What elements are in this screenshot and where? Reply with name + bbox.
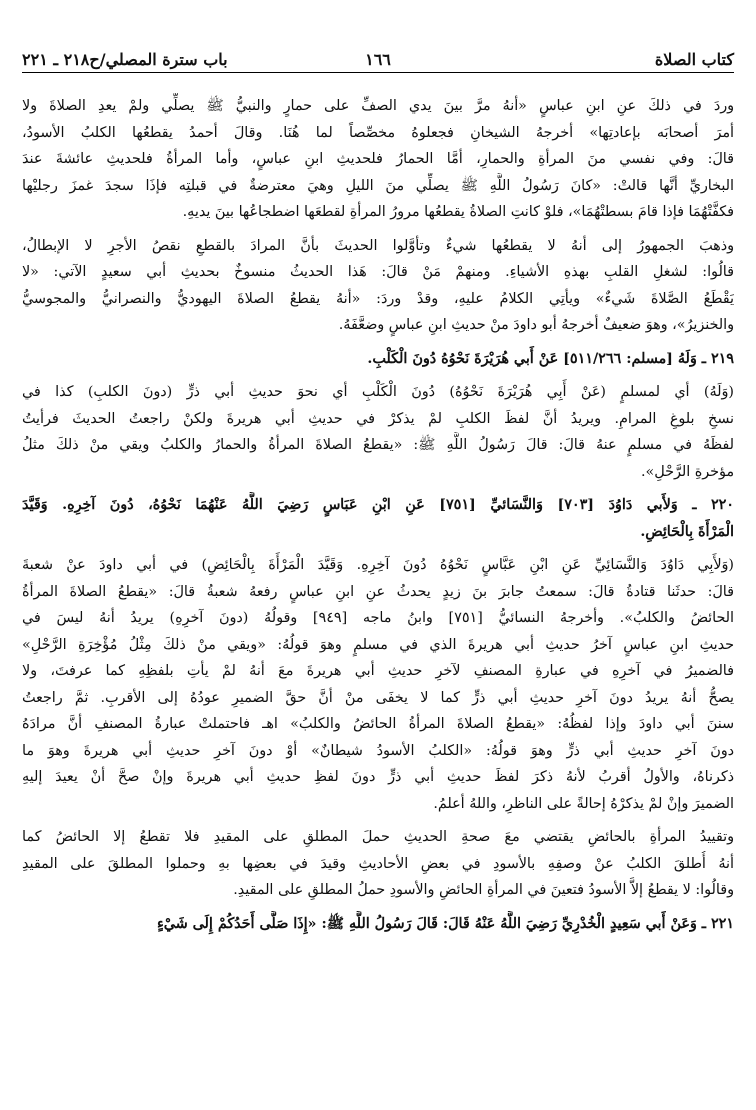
running-header <box>22 46 734 73</box>
text-line: (وَلَهُ) أي لمسلمٍ (عَنْ أَبِي هُرَيْرَةَ نَحْوُهُ) دُونَ الْكَلْبِ أي نحوَ حديثِ أبي ذرٍّ (دونَ الكلبِ) كذا في <box>22 384 734 400</box>
text-line: البخاريِّ أنَّها قالتْ: «كانَ رَسُولُ اللَّهِ ﷺ يصلِّي منَ الليلِ وهيَ معترضةٌ في قبلتِه فإذَا سجدَ غمزَ رجليْها <box>22 177 734 194</box>
text-line: وذهبَ الجمهورُ إلى أنهُ لا يقطعُها شيءٌ وتأوَّلوا الحديثَ بأنَّ المرادَ بالقطعِ نقصُ الأجرِ لا الإبطالُ، <box>22 237 734 254</box>
text-line: فالضميرُ في آخرِهِ في عبارةِ المصنفِ لآخرِ حديثِ أبي هريرةَ معَ أنهُ لمْ يأتِ بلفظِهِ كما عرفتَ، ولا <box>22 663 734 679</box>
commentary-paragraph <box>22 93 734 226</box>
text-line: أنهُ أُطلقَ الكلبُ عنْ وصفِهِ بالأسودِ في بعضِ الأحاديثِ وقيدَ في بعضِها بهِ وحملوا المطلقَ على المقيدِ <box>22 855 734 872</box>
text-line: (وَلأَبِي دَاوُدَ وَالنَّسَائِيِّ عَنِ ابْنِ عَبَّاسٍ نَحْوُهُ دُونَ آخِرِهِ. وَقَيَّدَ الْمَرْأَةَ بِالْحَائِضِ) في أبي داودَ عنْ شعبةَ <box>22 557 734 573</box>
commentary-paragraph <box>22 379 734 485</box>
text-line: والخنزيرُ»، وهوَ ضعيفٌ أخرجهُ أبو داودَ منْ حديثِ ابنِ عباسٍ وضعَّفَهُ. <box>338 317 734 333</box>
text-line: ٢٢٠ ـ وَلأَبي دَاوُدَ [٧٠٣] وَالنَّسَائيِّ [٧٥١] عَنِ ابْنِ عَبَاسٍ رَضِيَ اللَّهُ عَنْهُمَا نَحْوُهُ، دُونَ آخِرِهِ. وَقَيَّدَ <box>22 497 734 513</box>
text-line: الضميرَ وإنْ لمْ يذكرْهُ إحالةً على الناظرِ، واللهُ أعلمُ. <box>433 795 734 812</box>
text-line: أمرَ أصحابَه بإعادتِها» أخرجهُ الشيخانِ فجعلوهُ مخصِّصاً لما هُنَا. وقالَ أحمدُ يقطعُها الكلبُ الأسودُ، <box>22 124 734 141</box>
page-body <box>22 93 734 944</box>
text-line: وتقييدُ المرأةِ بالحائضِ يقتضي معَ صحةِ الحديثِ حملَ المطلقِ على المقيدِ فلا تقطعُ إلا الحائضُ كما <box>22 829 734 845</box>
commentary-paragraph <box>22 233 734 339</box>
text-line: قالُوا: لشغلِ القلبِ بهذهِ الأشياءِ. ومنهمْ مَنْ قالَ: هَذا الحديثُ منسوخٌ بحديثِ أبي سعيدٍ الآتي: «لا <box>22 264 734 280</box>
text-line: الْمَرْأَةَ بِالْحَائِضِ. <box>640 523 734 540</box>
text-line: ٢١٩ ـ وَلَهُ [مسلم: ٥١١/٢٦٦] عَنْ أَبي هُرَيْرَةَ نَحْوُهُ دُونَ الْكَلْبِ. <box>367 350 734 367</box>
commentary-paragraph <box>22 824 734 904</box>
text-line: قالَ: وفي نفسي منَ المرأةِ والحمارِ، أمَّا الحمارُ فلحديثِ ابنِ عباسٍ، وأما المرأةُ فلحديثِ عائشةَ عندَ <box>22 151 734 167</box>
text-line: الحائضُ والكلبُ». وأخرجهُ النسائيُّ [٧٥١] وابنُ ماجه [٩٤٩] وقولُهُ (دونَ آخرِهِ) يريدُ أنهُ ليسَ في <box>22 610 734 626</box>
text-line: سننَ أبي داودَ وإذا لفظُهُ: «يقطعُ الصلاةَ المرأةُ الحائضُ والكلبُ» اهـ فاحتملتْ عبارةُ المصنفِ أنَّ مرادَهُ <box>22 716 734 732</box>
text-line: مؤخرةِ الرَّحْلِ». <box>641 463 734 480</box>
text-line: وقالُوا: لا يقطعُ إلاَّ الأسودُ فتعينَ في المرأةِ الحائضِ والأسودِ حملُ المطلقِ على المقيدِ. <box>233 882 734 898</box>
text-line: ذكرناهُ، والأولُ أقربُ لأنهُ ذكرَ لفظَ حديثِ أبي ذرٍّ دونَ لفظِ حديثِ أبي هريرةَ وإنْ صحَّ أنْ يعيدَ إليهِ <box>22 769 734 785</box>
text-line: دونَ آخرِ حديثِ أبي ذرٍّ وهوَ قولُهُ: «الكلبُ الأسودُ شيطانٌ» أوْ دونَ آخرِ حديثِ أبي هريرةَ وهوَ ما <box>22 742 734 759</box>
text-line: فكفَّتْهُمَا فإذا قامَ بسطتْهُمَا»، فلوْ كانتِ الصلاةُ يقطعُها مرورُ المرأةِ لقطعَها اضطجاعُها بينَ يديهِ. <box>182 204 734 220</box>
text-line: لفظَهُ في مسلمٍ عنهُ قالَ: قالَ رَسُولُ اللَّهِ ﷺ: «يقطعُ الصلاةَ المرأةُ والحمارُ والكلبُ ويقي منْ ذلكَ مثلُ <box>22 437 734 453</box>
text-line: نسخِ بلوغِ المرامِ. ويريدُ أنَّ لفظَ الكلبِ لمْ يذكرْ في حديثِ أبي هريرةَ ولكنْ راجعتُ الحديثَ فرأيتُ <box>22 410 734 427</box>
text-line: قالَ: حدثَنا قتادةُ قالَ: سمعتُ جابرَ بنَ زيدٍ يحدثُ عنِ ابنِ عباسٍ رفعهُ شعبةُ قالَ: «يقطعُ الصلاةَ المرأةُ <box>22 583 734 600</box>
text-line: ٢٢١ ـ وَعَنْ أَبي سَعِيدٍ الْخُدْرِيِّ رَضِيَ اللَّهُ عَنْهُ قَالَ: قَالَ رَسُولُ اللَّهِ ﷺ: «إِذَا صَلَّى أَحَدُكُمْ إِلَى شَيْءٍ <box>157 915 734 932</box>
commentary-paragraph <box>22 552 734 817</box>
hadith-text <box>22 346 734 373</box>
text-line: يصحُّ أنهُ يريدُ دونَ آخرِ حديثِ أبي ذرٍّ كما لا يخفَى منْ أنَّ حقَّ الضميرِ عودُهُ إلى الأقربِ. ثمَّ راجعتُ <box>22 689 734 706</box>
hadith-text <box>22 911 734 938</box>
text-line: يَقْطَعُ الصَّلاةَ شَيءٌ» ويأتِي الكلامُ عليهِ، وقدْ وردَ: «أنهُ يقطعُ الصلاةَ اليهوديُّ والنصرانيُّ والمجوسيُّ <box>22 290 734 307</box>
book-title: كتاب الصلاة <box>654 50 734 69</box>
text-line: وردَ في ذلكَ عنِ ابنِ عباسٍ «أنهُ مرَّ بينَ يدي الصفِّ على حمارٍ والنبيُّ ﷺ يصلِّي ولمْ يعدِ الصلاةَ ولا <box>22 98 734 114</box>
chapter-reference: باب سترة المصلي/ح٢١٨ ـ ٢٢١ <box>22 50 228 69</box>
page-number: ١٦٦ <box>365 50 391 69</box>
text-line: حديثِ ابنِ عباسٍ آخرُ حديثِ أبي هريرةَ الذي في مسلمٍ وهوَ قولُهُ: «ويقي منْ ذلكَ مِثْلُ مُؤْخِرَةِ الرَّحْلِ» <box>22 636 734 653</box>
hadith-text <box>22 492 734 545</box>
